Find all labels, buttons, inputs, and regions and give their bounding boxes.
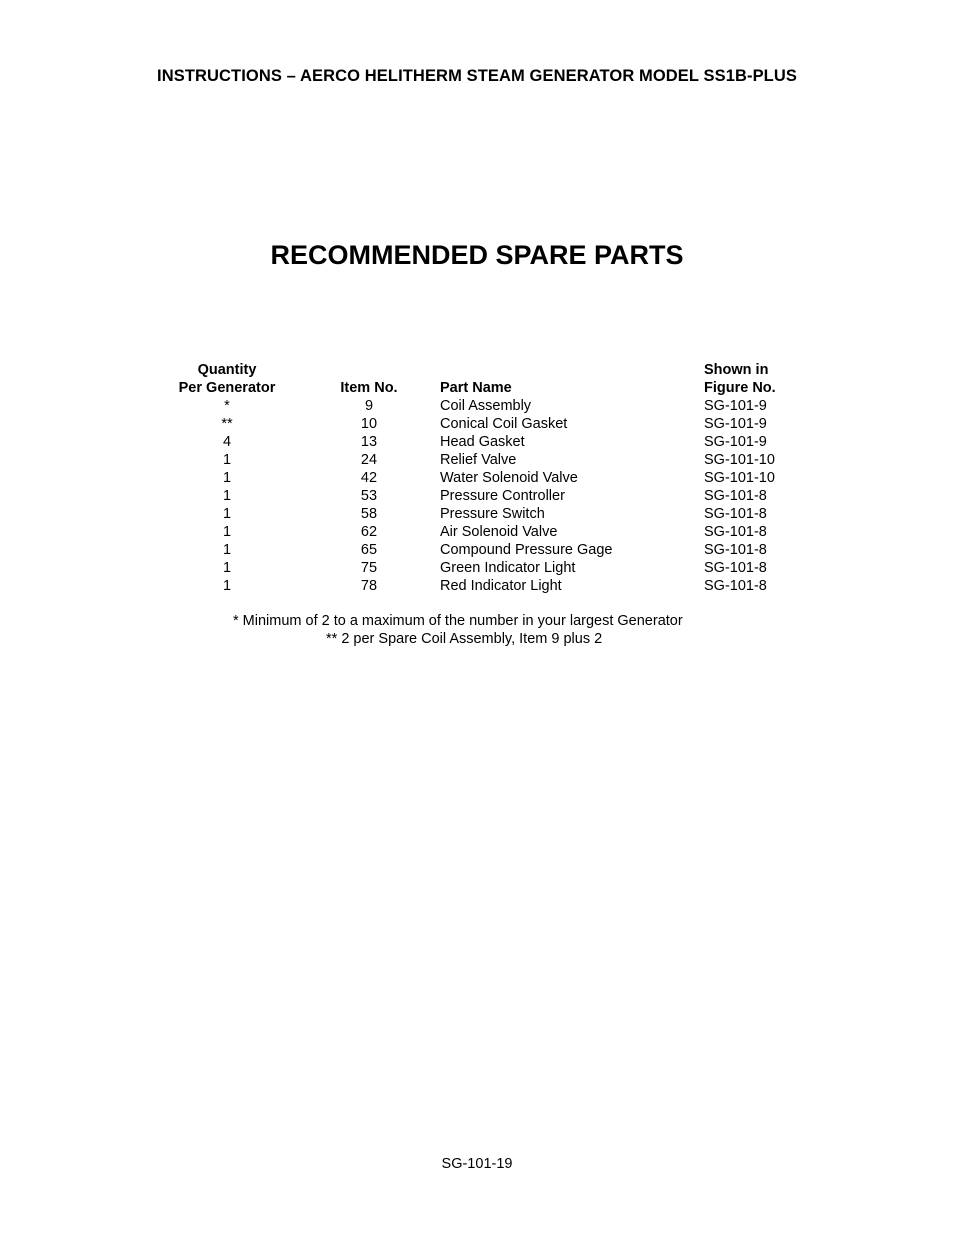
quantity-cell: 1: [222, 470, 232, 486]
item-no-cell: 42: [360, 470, 378, 486]
part-name-cell: Pressure Switch: [440, 506, 545, 522]
part-name-cell: Relief Valve: [440, 452, 517, 468]
item-no-cell: 53: [360, 488, 378, 504]
quantity-cell: 1: [222, 560, 232, 576]
item-no-cell: 78: [360, 578, 378, 594]
item-no-cell: 9: [364, 398, 374, 414]
part-name-cell: Head Gasket: [440, 434, 525, 450]
header-figure-no: Figure No.: [704, 380, 776, 396]
header-per-generator: Per Generator: [178, 380, 276, 396]
quantity-cell: 1: [222, 524, 232, 540]
figure-no-cell: SG-101-9: [704, 416, 767, 432]
item-no-cell: 13: [360, 434, 378, 450]
quantity-cell: 1: [222, 542, 232, 558]
header-part-name: Part Name: [440, 380, 512, 396]
figure-no-cell: SG-101-8: [704, 506, 767, 522]
table-row: [0, 415, 954, 433]
table-row: [0, 577, 954, 595]
figure-no-cell: SG-101-10: [704, 452, 775, 468]
part-name-cell: Green Indicator Light: [440, 560, 576, 576]
part-name-cell: Air Solenoid Valve: [440, 524, 558, 540]
figure-no-cell: SG-101-8: [704, 542, 767, 558]
table-header-row-1: [0, 361, 954, 379]
part-name-cell: Coil Assembly: [440, 398, 532, 414]
figure-no-cell: SG-101-8: [704, 578, 767, 594]
quantity-cell: 4: [222, 434, 232, 450]
item-no-cell: 65: [360, 542, 378, 558]
part-name-cell: Pressure Controller: [440, 488, 565, 504]
figure-no-cell: SG-101-9: [704, 434, 767, 450]
header-item-no: Item No.: [340, 380, 398, 396]
quantity-cell: *: [224, 398, 230, 414]
spare-parts-table: [0, 361, 954, 595]
item-no-cell: 24: [360, 452, 378, 468]
footnote-double-asterisk: ** 2 per Spare Coil Assembly, Item 9 plus 2: [326, 631, 603, 647]
item-no-cell: 75: [360, 560, 378, 576]
part-name-cell: Compound Pressure Gage: [440, 542, 613, 558]
quantity-cell: 1: [222, 488, 232, 504]
quantity-cell: **: [221, 416, 233, 432]
table-row: [0, 505, 954, 523]
page-title: RECOMMENDED SPARE PARTS: [270, 240, 684, 270]
part-name-cell: Conical Coil Gasket: [440, 416, 568, 432]
figure-no-cell: SG-101-10: [704, 470, 775, 486]
footnote-single-asterisk: * Minimum of 2 to a maximum of the number in your largest Generator: [233, 613, 683, 629]
table-row: [0, 451, 954, 469]
table-row: [0, 559, 954, 577]
running-header: INSTRUCTIONS – AERCO HELITHERM STEAM GENERATOR MODEL SS1B-PLUS: [157, 67, 797, 85]
quantity-cell: 1: [222, 506, 232, 522]
figure-no-cell: SG-101-9: [704, 398, 767, 414]
table-header-row-2: [0, 379, 954, 397]
figure-no-cell: SG-101-8: [704, 560, 767, 576]
item-no-cell: 10: [360, 416, 378, 432]
quantity-cell: 1: [222, 578, 232, 594]
quantity-cell: 1: [222, 452, 232, 468]
part-name-cell: Red Indicator Light: [440, 578, 562, 594]
table-row: [0, 523, 954, 541]
table-row: [0, 397, 954, 415]
page-number: SG-101-19: [441, 1156, 513, 1172]
header-quantity: Quantity: [197, 362, 257, 378]
part-name-cell: Water Solenoid Valve: [440, 470, 578, 486]
table-row: [0, 487, 954, 505]
table-row: [0, 541, 954, 559]
figure-no-cell: SG-101-8: [704, 524, 767, 540]
header-shown-in: Shown in: [704, 362, 769, 378]
item-no-cell: 58: [360, 506, 378, 522]
table-row: [0, 469, 954, 487]
item-no-cell: 62: [360, 524, 378, 540]
figure-no-cell: SG-101-8: [704, 488, 767, 504]
table-row: [0, 433, 954, 451]
